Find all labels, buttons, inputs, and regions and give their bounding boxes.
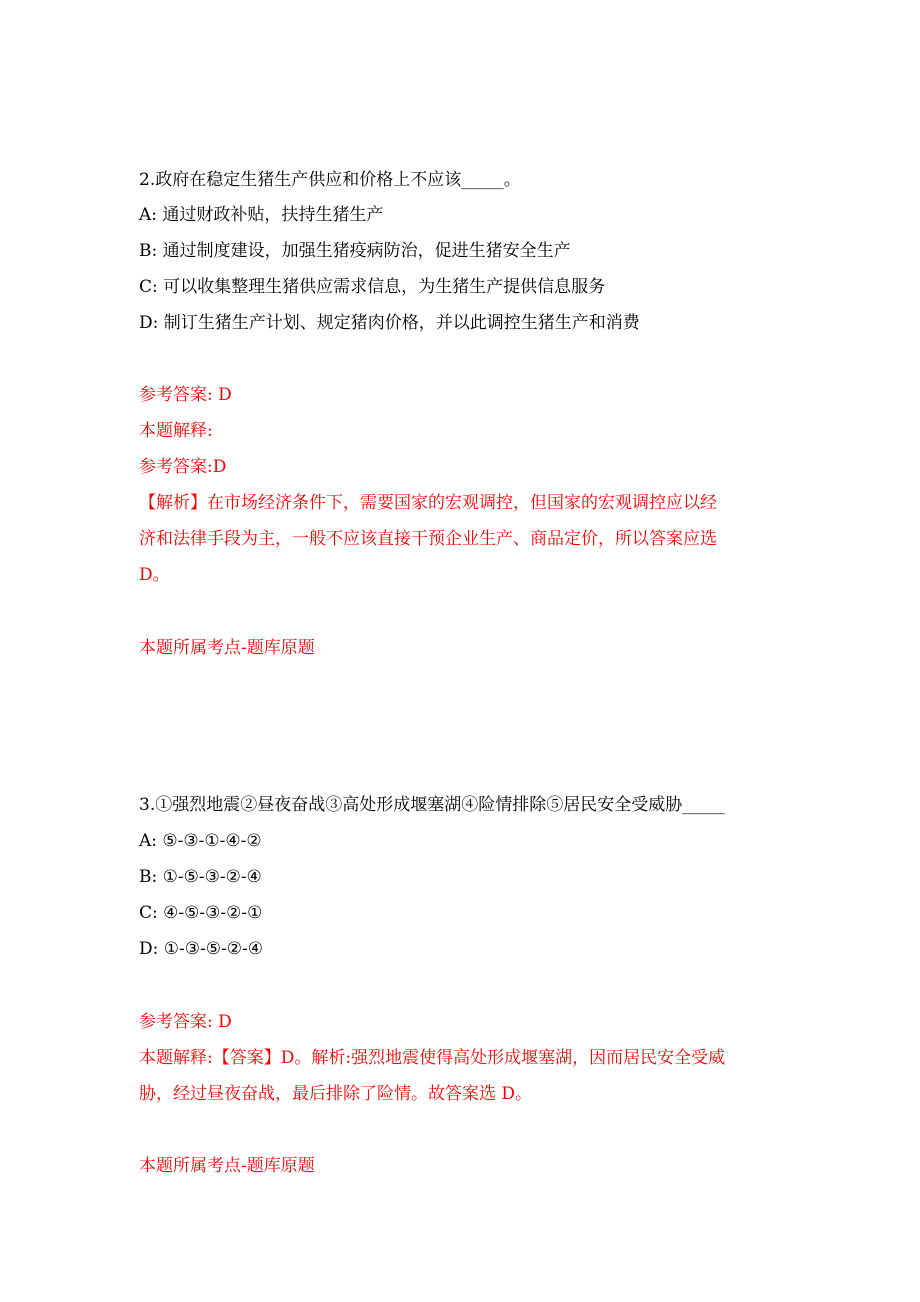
question-3-stem: 3.①强烈地震②昼夜奋战③高处形成堰塞湖④险情排除⑤居民安全受威胁_____ [139, 795, 725, 815]
question-2-option-b: B: 通过制度建设，加强生猪疫病防治，促进生猪安全生产 [139, 241, 571, 261]
question-3-source: 本题所属考点-题库原题 [139, 1156, 315, 1176]
question-2-option-d: D: 制订生猪生产计划、规定猪肉价格，并以此调控生猪生产和消费 [139, 313, 640, 333]
question-3-option-b: B: ①-⑤-③-②-④ [139, 867, 262, 887]
question-2-explanation-line-3: D。 [139, 565, 170, 585]
question-2-explanation-answer: 参考答案:D [139, 457, 227, 477]
question-3-option-c: C: ④-⑤-③-②-① [139, 903, 263, 923]
question-2-source: 本题所属考点-题库原题 [139, 638, 315, 658]
question-2-explanation-line-1: 【解析】在市场经济条件下，需要国家的宏观调控，但国家的宏观调控应以经 [139, 493, 717, 513]
question-2-answer: 参考答案: D [139, 385, 232, 405]
question-2-explanation-header: 本题解释: [139, 421, 213, 441]
question-2-stem: 2.政府在稳定生猪生产供应和价格上不应该_____。 [139, 170, 521, 190]
question-3-explanation-line-1: 本题解释:【答案】D。解析:强烈地震使得高处形成堰塞湖，因而居民安全受威 [139, 1048, 726, 1068]
question-3-explanation-line-2: 胁，经过昼夜奋战，最后排除了险情。故答案选 D。 [139, 1084, 533, 1104]
question-3-option-a: A: ⑤-③-①-④-② [139, 831, 262, 851]
question-2-option-a: A: 通过财政补贴，扶持生猪生产 [139, 205, 384, 225]
question-2-option-c: C: 可以收集整理生猪供应需求信息，为生猪生产提供信息服务 [139, 277, 606, 297]
question-2-explanation-line-2: 济和法律手段为主，一般不应该直接干预企业生产、商品定价，所以答案应选 [139, 529, 717, 549]
question-3-option-d: D: ①-③-⑤-②-④ [139, 939, 263, 959]
question-3-answer: 参考答案: D [139, 1012, 232, 1032]
